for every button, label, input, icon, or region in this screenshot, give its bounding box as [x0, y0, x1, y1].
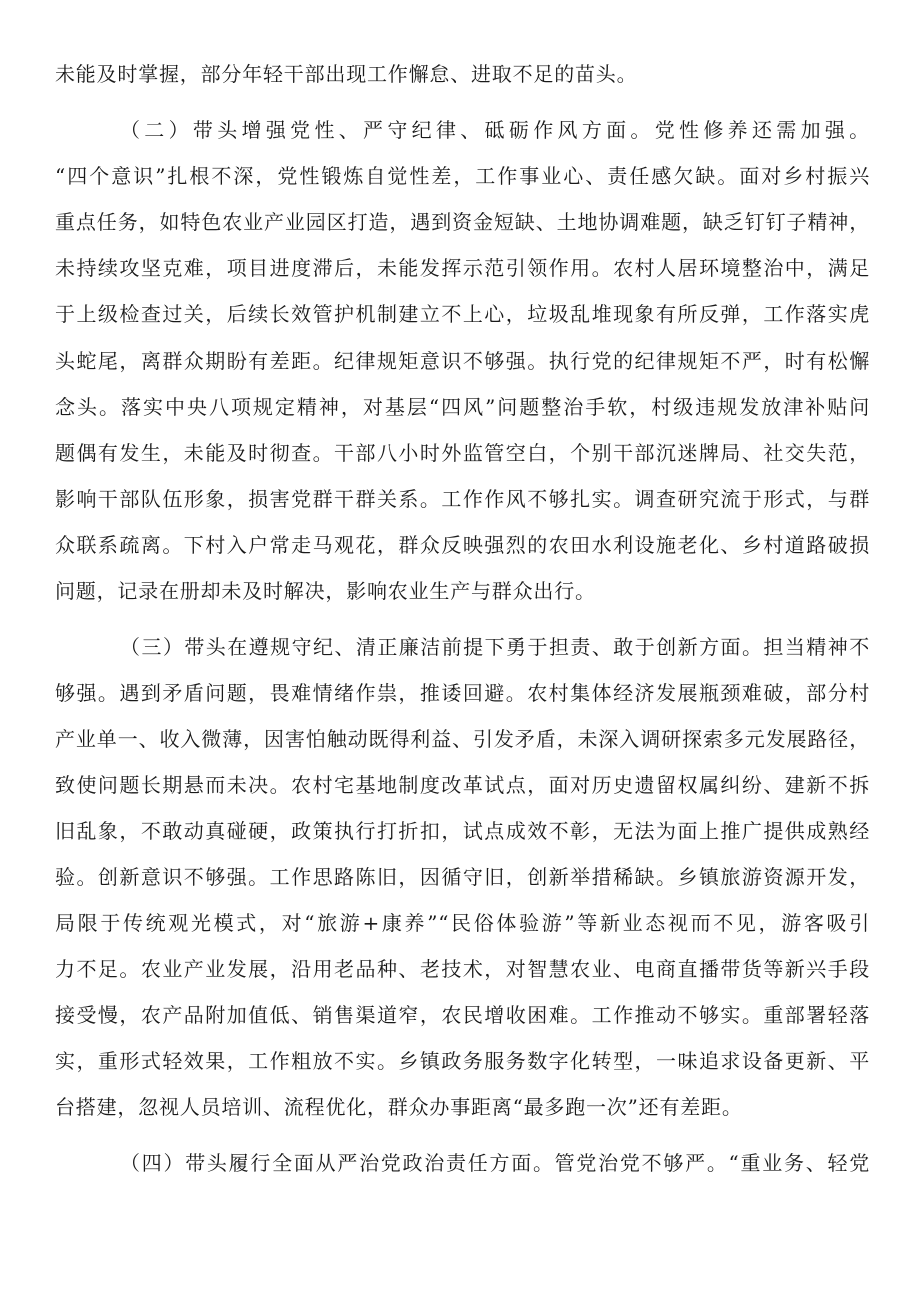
text-line-11: 众联系疏离。下村入户常走马观花，群众反映强烈的农田水利设施老化、乡村道路破损 — [55, 533, 870, 557]
section-heading-3: （三）带头在遵规守纪、清正廉洁前提下勇于担责、敢于创新方面。担当精神不 — [120, 635, 870, 659]
text-line-20: 力不足。农业产业发展，沿用老品种、老技术，对智慧农业、电商直播带货等新兴手段 — [55, 957, 870, 981]
text-line-1: 未能及时掌握，部分年轻干部出现工作懈怠、进取不足的苗头。 — [55, 62, 638, 86]
text-line-18: 验。创新意识不够强。工作思路陈旧，因循守旧，创新举措稀缺。乡镇旅游资源开发， — [55, 865, 870, 889]
text-line-22: 实，重形式轻效果，工作粗放不实。乡镇政务服务数字化转型，一味追求设备更新、平 — [55, 1049, 870, 1073]
text-line-6: 于上级检查过关，后续长效管护机制建立不上心，垃圾乱堆现象有所反弹，工作落实虎 — [55, 302, 870, 326]
text-line-21: 接受慢，农产品附加值低、销售渠道窄，农民增收困难。工作推动不够实。重部署轻落 — [55, 1003, 870, 1027]
text-line-7: 头蛇尾，离群众期盼有差距。纪律规矩意识不够强。执行党的纪律规矩不严，时有松懈 — [55, 349, 870, 373]
section-heading-2: （二）带头增强党性、严守纪律、砥砺作风方面。党性修养还需加强。 — [120, 118, 870, 142]
text-line-23: 台搭建，忽视人员培训、流程优化，群众办事距离“最多跑一次”还有差距。 — [55, 1095, 743, 1119]
text-line-16: 致使问题长期悬而未决。农村宅基地制度改革试点，面对历史遗留权属纠纷、建新不拆 — [55, 773, 870, 797]
text-line-19: 局限于传统观光模式，对“旅游+康养”“民俗体验游”等新业态视而不见，游客吸引 — [55, 911, 870, 935]
text-line-15: 产业单一、收入微薄，因害怕触动既得利益、引发矛盾，未深入调研探索多元发展路径， — [55, 727, 870, 751]
text-line-10: 影响干部队伍形象，损害党群干群关系。工作作风不够扎实。调查研究流于形式，与群 — [55, 487, 870, 511]
text-line-9: 题偶有发生，未能及时彻查。干部八小时外监管空白，个别干部沉迷牌局、社交失范， — [55, 441, 870, 465]
text-line-3: “四个意识”扎根不深，党性锻炼自觉性差，工作事业心、责任感欠缺。面对乡村振兴 — [55, 164, 870, 188]
text-line-5: 未持续攻坚克难，项目进度滞后，未能发挥示范引领作用。农村人居环境整治中，满足 — [55, 256, 870, 280]
text-line-14: 够强。遇到矛盾问题，畏难情绪作祟，推诿回避。农村集体经济发展瓶颈难破，部分村 — [55, 681, 870, 705]
section-heading-4: （四）带头履行全面从严治党政治责任方面。管党治党不够严。“重业务、轻党 — [120, 1151, 870, 1175]
text-line-17: 旧乱象，不敢动真碰硬，政策执行打折扣，试点成效不彰，无法为面上推广提供成熟经 — [55, 819, 870, 843]
text-line-12: 问题，记录在册却未及时解决，影响农业生产与群众出行。 — [55, 579, 596, 603]
text-line-8: 念头。落实中央八项规定精神，对基层“四风”问题整治手软，村级违规发放津补贴问 — [55, 395, 870, 419]
text-line-4: 重点任务，如特色农业产业园区打造，遇到资金短缺、土地协调难题，缺乏钉钉子精神， — [55, 210, 870, 234]
